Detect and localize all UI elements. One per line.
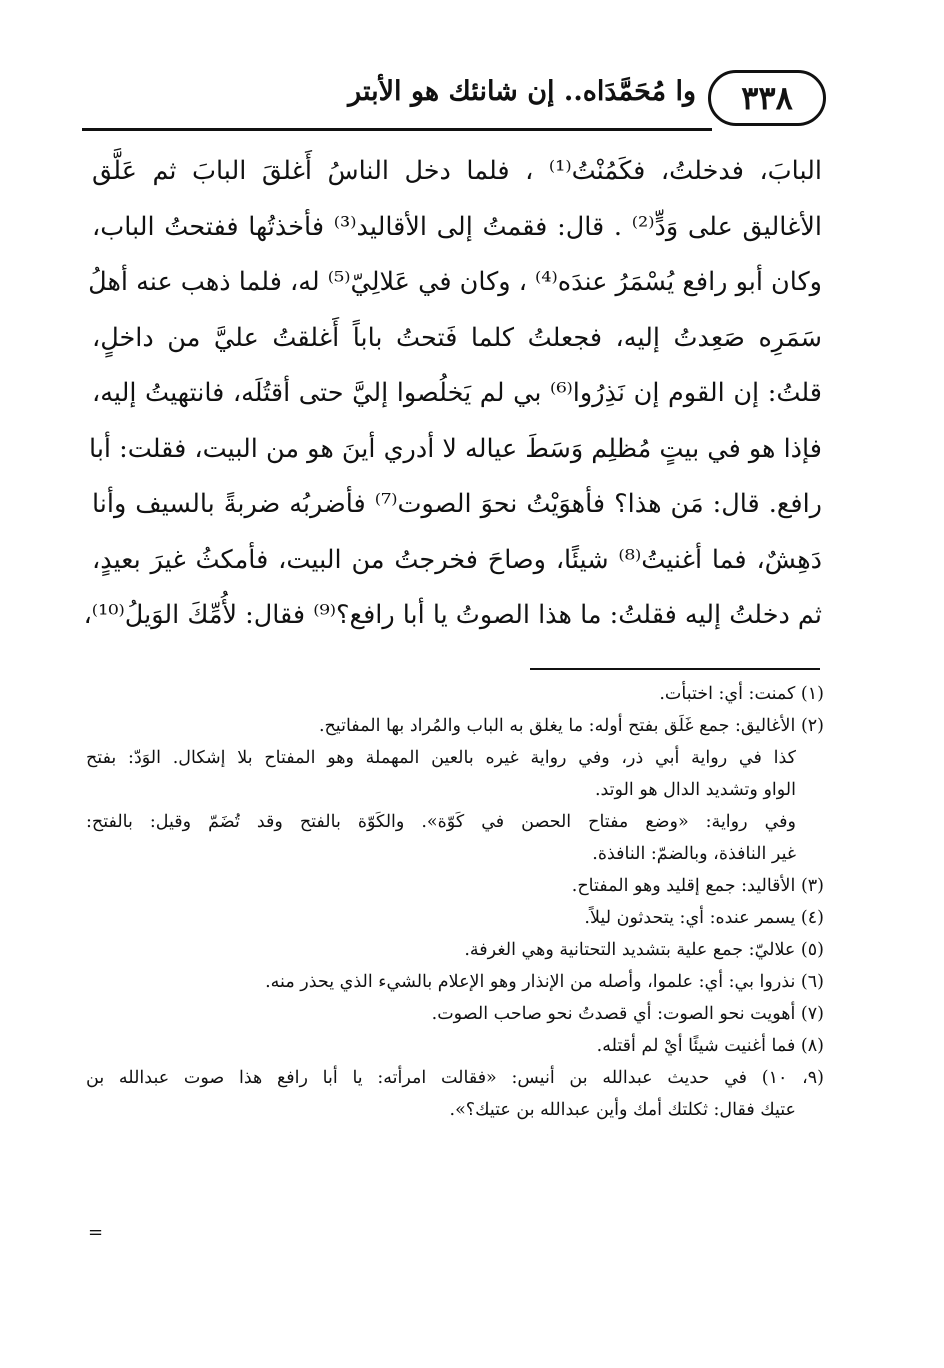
footnote-continuation: كذا في رواية أبي ذر، وفي رواية غيره بالعين المهملة وهو المفتاح بلا إشكال. الوَدّ: بفتح xyxy=(86,748,796,768)
text-line: فإذا هو في بيتٍ مُظلِم وَسَطَ عياله لا أدري أينَ هو من البيت، فقلت: أبا xyxy=(89,433,822,464)
running-header xyxy=(82,70,824,130)
footnote: (٢) الأغاليق: جمع غَلَق بفتح أوله: ما يغلق به الباب والمُراد بها المفاتيح. xyxy=(318,716,824,736)
footnote-continuation: وفي رواية: «وضع مفتاح الحصن في كَوّة». والكَوّة بالفتح وقد تُضَمّ وقيل: بالفتح: xyxy=(86,812,796,832)
text-line: البابَ، فدخلتُ، فكَمُنْتُ⁽¹⁾ ، فلما دخل الناسُ أَغلقَ البابَ ثم عَلَّق xyxy=(92,156,822,186)
text-line: وكان أبو رافع يُسْمَرُ عندَه⁽⁴⁾ ، وكان في عَلالِيّ⁽⁵⁾ له، فلما ذهب عنه أهلُ xyxy=(88,267,822,297)
footnote: (٩، ١٠) في حديث عبدالله بن أنيس: «فقالت امرأته: يا أبا رافع هذا صوت عبدالله بن xyxy=(86,1068,824,1088)
main-text xyxy=(83,144,822,644)
text-line: رافع. قال: مَن هذا؟ فأهوَيْتُ نحوَ الصوت⁽⁷⁾ فأضربُه ضربةً بالسيف وأنا xyxy=(92,489,822,519)
footnote: (٣) الأقاليد: جمع إقليد وهو المفتاح. xyxy=(571,876,824,896)
footnote-continuation: غير النافذة، وبالضمّ: النافذة. xyxy=(592,844,796,864)
continuation-mark: = xyxy=(88,1222,104,1243)
footnote-continuation: عتيك فقال: ثكلتك أمك وأين عبدالله بن عتيك؟». xyxy=(449,1100,796,1120)
footnote: (٤) يسمر عنده: أي: يتحدثون ليلاً. xyxy=(584,908,824,928)
footnotes xyxy=(86,678,824,1126)
text-line: دَهِشٌ، فما أغنيتُ⁽⁸⁾ شيئًا، وصاحَ فخرجتُ من البيت، فأمكثُ غيرَ بعيدٍ، xyxy=(92,544,822,575)
text-line: الأغاليق على وَدٍّ⁽²⁾ . قال: فقمتُ إلى الأقاليد⁽³⁾ فأخذتُها ففتحتُ الباب، xyxy=(92,211,822,242)
text-line: ثم دخلتُ إليه فقلتُ: ما هذا الصوتُ يا أبا رافع؟⁽⁹⁾ فقال: لأُمِّكَ الوَيلُ⁽¹⁰⁾، xyxy=(83,600,822,630)
footnote-continuation: الواو وتشديد الدال هو الوتد. xyxy=(594,780,796,800)
footnote-divider xyxy=(530,668,820,670)
text-line: سَمَرِه صَعِدتُ إليه، فجعلتُ كلما فَتحتُ باباً أَغلقتُ عليَّ من داخلٍ، xyxy=(92,322,822,353)
footnote: (٧) أهويت نحو الصوت: أي قصدتُ نحو صاحب الصوت. xyxy=(431,1004,824,1024)
running-title: وا مُحَمَّدَاه.. إن شانئك هو الأبتر xyxy=(348,76,696,107)
footnote: (٦) نذروا بي: أي: علموا، وأصله من الإنذار وهو الإعلام بالشيء الذي يحذر منه. xyxy=(265,972,824,992)
footnote: (٨) فما أغنيت شيئًا أيْ لم أقتله. xyxy=(596,1036,824,1056)
footnote: (٥) علاليّ: جمع علية بتشديد التحتانية وهي الغرفة. xyxy=(464,940,824,960)
footnote: (١) كمنت: أي: اختبأت. xyxy=(659,684,824,704)
header-rule xyxy=(82,128,712,131)
page-number: ٣٣٨ xyxy=(708,70,826,126)
text-line: قلتُ: إن القوم إن نَذِرُوا⁽⁶⁾ بي لم يَخلُصوا إليَّ حتى أقتُلَه، فانتهيتُ إليه، xyxy=(92,378,822,408)
